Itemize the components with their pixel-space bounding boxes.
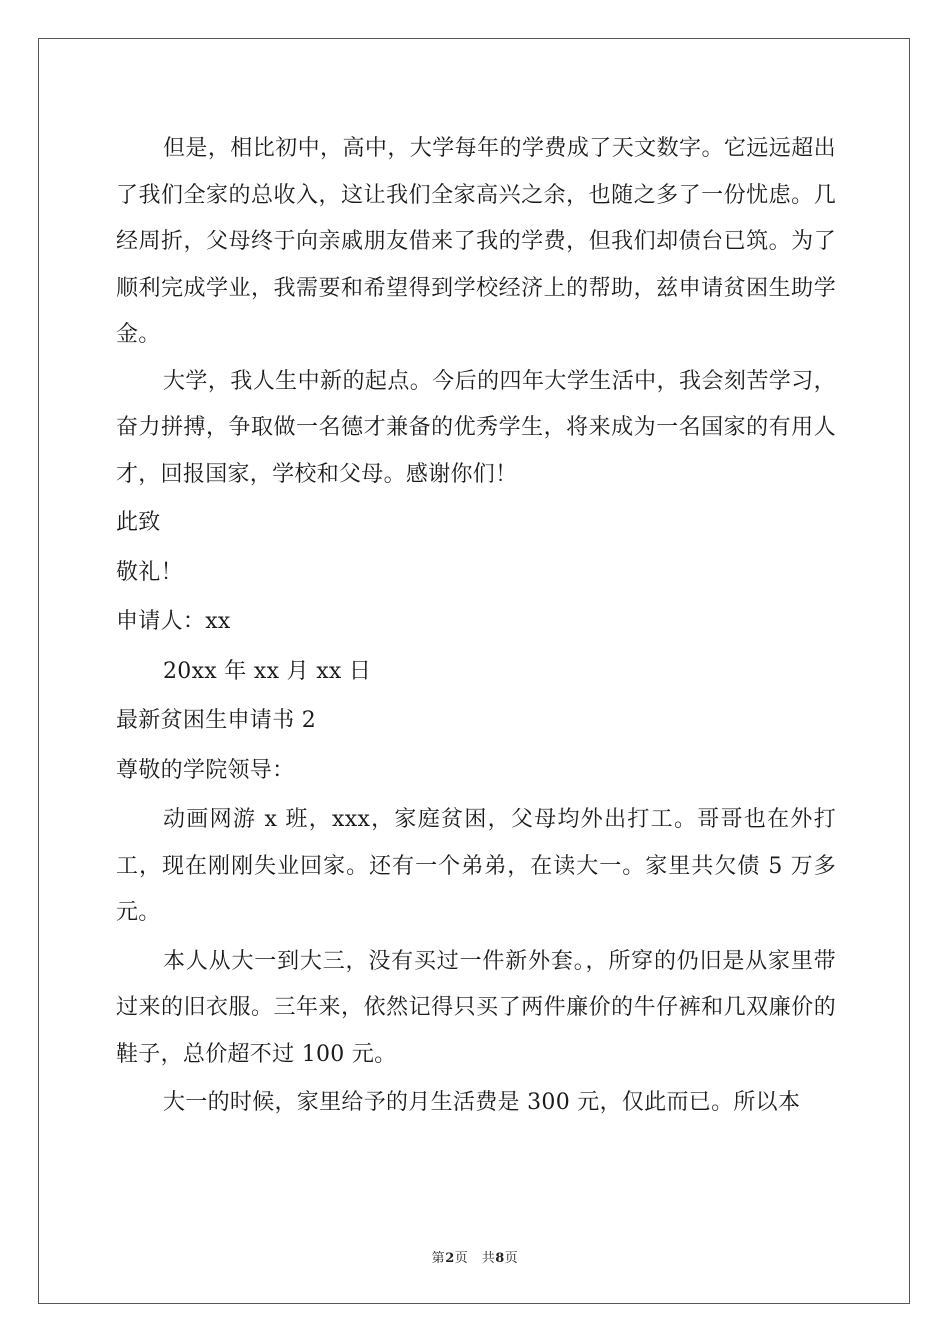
paragraph-tuition: 但是，相比初中，高中，大学每年的学费成了天文数字。它远远超出了我们全家的总收入，这让我们全家高兴之余，也随之多了一份忧虑。几经周折，父母终于向亲戚朋友借来了我的学费，但我们却债台已筑。为了顺利完成学业，我需要和希望得到学校经济上的帮助，兹申请贫困生助学金。 [116, 136, 836, 347]
footer-suffix: 页 [504, 1251, 519, 1266]
paragraph-family-situation: 动画网游 x 班，xxx，家庭贫困，父母均外出打工。哥哥也在外打工，现在刚刚失业回家。还有一个弟弟，在读大一。家里共欠债 5 万多元。 [116, 807, 836, 925]
paragraph-living-expenses: 大一的时候，家里给予的月生活费是 300 元，仅此而已。所以本 [163, 1090, 801, 1115]
paragraph-university-goals: 大学，我人生中新的起点。今后的四年大学生活中，我会刻苦学习，奋力拼搏，争取做一名德才兼备的优秀学生，将来成为一名国家的有用人才，回报国家，学校和父母。感谢你们！ [116, 368, 836, 487]
footer-mid: 页 共 [454, 1251, 496, 1266]
document-body [116, 126, 836, 1127]
total-page-number: 8 [495, 1251, 505, 1266]
date-line: 20xx 年 xx 月 xx 日 [163, 658, 372, 684]
section-title: 最新贫困生申请书 2 [116, 708, 316, 733]
closing-line-1: 此致 [116, 510, 161, 535]
current-page-number: 2 [445, 1251, 455, 1266]
closing-line-2: 敬礼！ [116, 559, 183, 585]
footer-prefix: 第 [431, 1251, 446, 1266]
salutation: 尊敬的学院领导： [116, 757, 295, 783]
paragraph-clothing: 本人从大一到大三，没有买过一件新外套。，所穿的仍旧是从家里带过来的旧衣服。三年来，依然记得只买了两件廉价的牛仔裤和几双廉价的鞋子，总价超不过 100 元。 [116, 948, 836, 1067]
page-footer [0, 1247, 950, 1266]
applicant-line: 申请人：xx [116, 609, 231, 634]
